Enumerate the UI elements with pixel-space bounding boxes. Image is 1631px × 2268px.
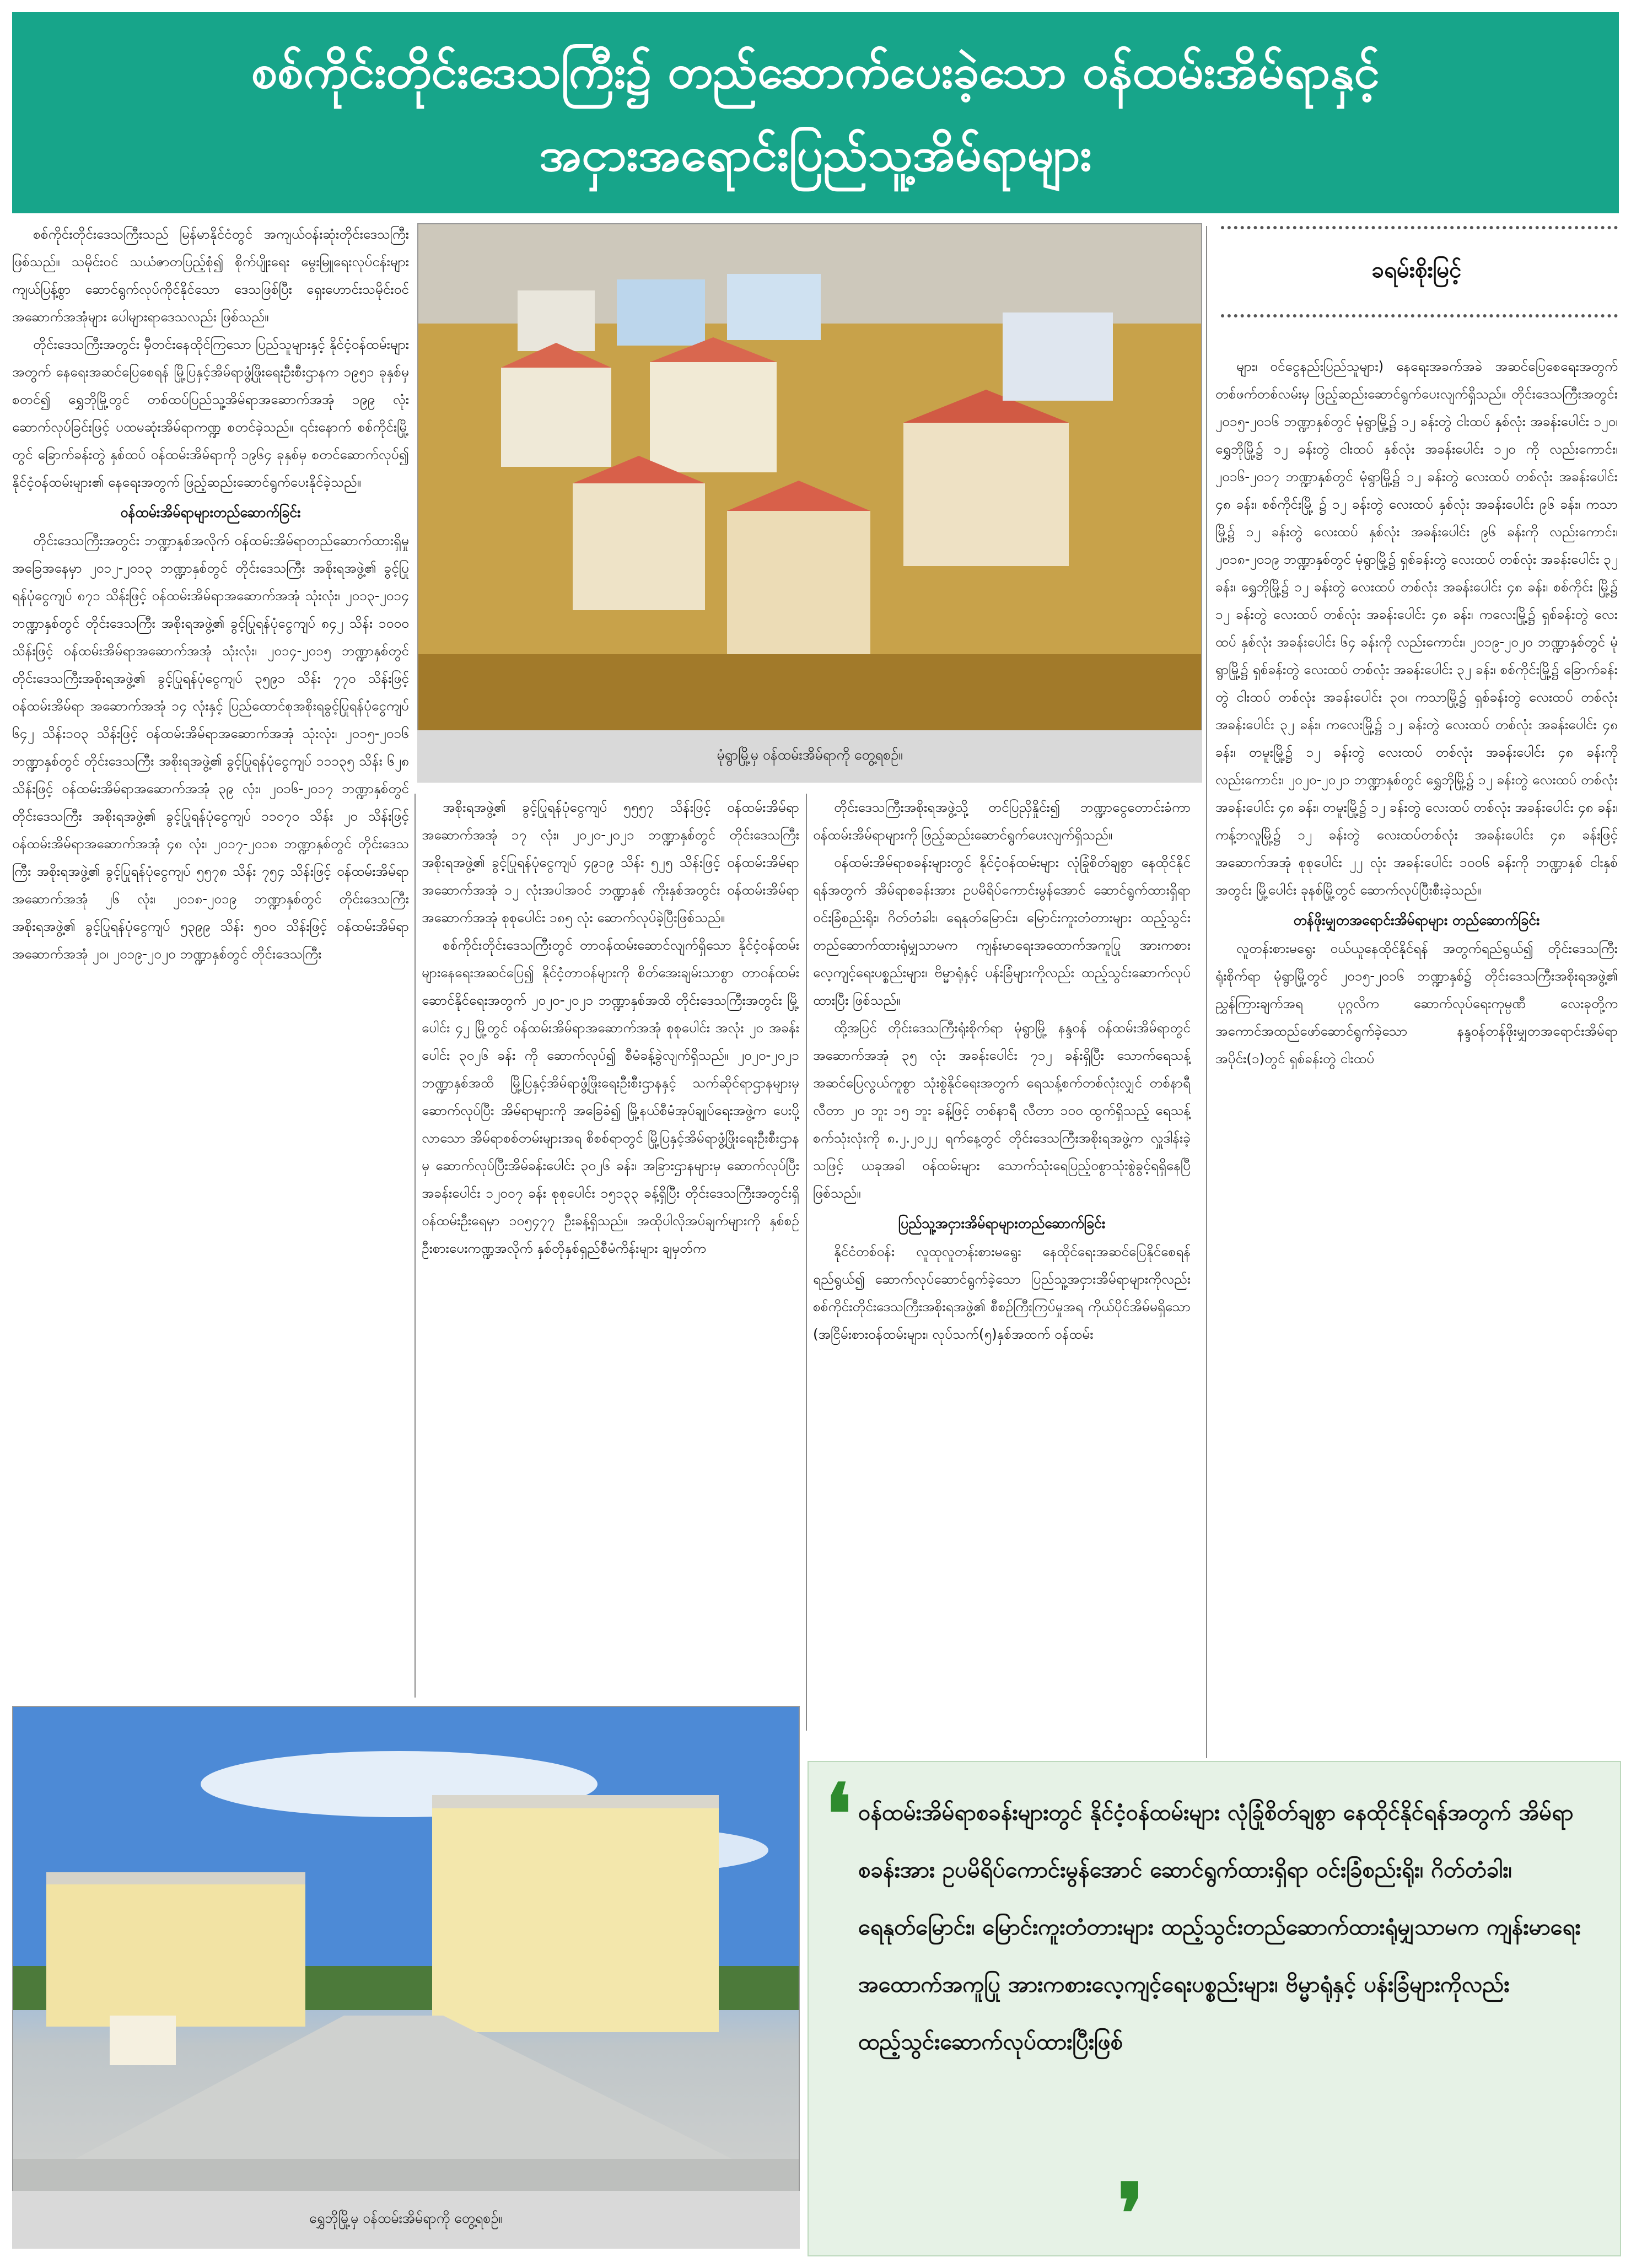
article-column-3 [813, 794, 1191, 1742]
pull-quote-text: ဝန်ထမ်းအိမ်ရာစခန်းများတွင် နိုင်ငံ့ဝန်ထမ်းများ လုံခြုံစိတ်ချစွာ နေထိုင်နိုင်ရန်အတွက် အိမ်ရာစခန်းအား ဥပမိရိပ်ကောင်းမွန်အောင် ဆောင်ရွက်ထားရှိရာ ဝင်းခြံစည်းရိုး၊ ဂိတ်တံခါး၊ ရေနုတ်မြောင်း၊ မြောင်းကူးတံတားများ ထည့်သွင်းတည်ဆောက်ထားရုံမျှသာမက ကျန်းမာရေးအထောက်အကူပြု အားကစားလေ့ကျင့်ရေးပစ္စည်းများ၊ ဗိမ္မာရုံနှင့် ပန်းခြံများကိုလည်း ထည့်သွင်းဆောက်လုပ်ထားပြီးဖြစ် [858, 1800, 1581, 2055]
paragraph: စစ်ကိုင်းတိုင်းဒေသကြီးတွင် တာဝန်ထမ်းဆောင်လျက်ရှိသော နိုင်ငံ့ဝန်ထမ်းများနေရေးအဆင်ပြေ၍ နိုင်ငံ့တာဝန်များကို စိတ်အေးချမ်းသာစွာ တာဝန်ထမ်းဆောင်နိုင်ရေးအတွက် ၂၀၂၀-၂၀၂၁ ဘဏ္ဍာနှစ်အထိ တိုင်းဒေသကြီးအတွင်း မြို့ပေါင်း ၄၂ မြို့တွင် ဝန်ထမ်းအိမ်ရာအဆောက်အအုံ စုစုပေါင်း အလုံး ၂၀ အခန်းပေါင်း ၃၀၂၆ ခန်း ကို ဆောက်လုပ်၍ စီမံခန့်ခွဲလျက်ရှိသည်။ ၂၀၂၀-၂၀၂၁ ဘဏ္ဍာနှစ်အထိ မြို့ပြနှင့်အိမ်ရာဖွံ့ဖြိုးရေးဦးစီးဌာနနှင့် သက်ဆိုင်ရာဌာနများမှ ဆောက်လုပ်ပြီး အိမ်ရာများကို အခြေခံ၍ မြို့နယ်စီမံအုပ်ချုပ်ရေးအဖွဲ့က ပေးပို့လာသော အိမ်ရာစစ်တမ်းများအရ စိစစ်ရာတွင် မြို့ပြနှင့်အိမ်ရာဖွံ့ဖြိုးရေးဦးစီးဌာနမှ ဆောက်လုပ်ပြီးအိမ်ခန်းပေါင်း ၃၀၂၆ ခန်း၊ အခြားဌာနများမှ ဆောက်လုပ်ပြီးအခန်းပေါင်း ၁၂၀၀၇ ခန်း စုစုပေါင်း ၁၅၁၃၃ ခန့်ရှိပြီး တိုင်းဒေသကြီးအတွင်းရှိ ဝန်ထမ်းဦးရေမှာ ၁၀၅၄၇၇ ဦးခန့်ရှိသည်။ အထိုပါလိုအပ်ချက်များကို နှစ်စဉ် ဦးစားပေးကဏ္ဍအလိုက် နှစ်တိုနှစ်ရှည်စီမံကိန်းများ ချမှတ်က [422, 937, 799, 1256]
article-column-2 [422, 794, 799, 1709]
close-quote-icon: ❜ [1117, 2165, 1144, 2262]
author-separator [1221, 226, 1618, 246]
photo-shwebo-housing [12, 1706, 800, 2193]
paragraph: နိုင်ငံတစ်ဝန်း လူထုလူတန်းစားမရွေး နေထိုင်ရေးအဆင်ပြေနိုင်စေရန် ရည်ရွယ်၍ ဆောက်လုပ်ဆောင်ရွက်ခဲ့သော ပြည်သူ့အငှားအိမ်ရာများကိုလည်း စစ်ကိုင်းတိုင်းဒေသကြီးအစိုးရအဖွဲ့၏ စီစဉ်ကြီးကြပ်မှုအရ ကိုယ်ပိုင်အိမ်မရှိသော (အငြိမ်းစားဝန်ထမ်းများ၊ လုပ်သက်(၅)နှစ်အထက် ဝန်ထမ်း [813, 1243, 1191, 1342]
paragraph: တိုင်းဒေသကြီးအတွင်း မှီတင်းနေထိုင်ကြသော ပြည်သူများနှင့် နိုင်ငံ့ဝန်ထမ်းများအတွက် နေရေးအဆင်ပြေစေရန် မြို့ပြနှင့်အိမ်ရာဖွံ့ဖြိုးရေးဦးစီးဌာနက ၁၉၅၁ ခုနှစ်မှစတင်၍ ရွှေဘိုမြို့တွင် တစ်ထပ်ပြည်သူ့အိမ်ရာအဆောက်အအုံ ၁၉၉ လုံး ဆောက်လုပ်ခြင်းဖြင့် ပထမဆုံးအိမ်ရာကဏ္ဍ စတင်ခဲ့သည်။ ၎င်းနောက် စစ်ကိုင်းမြို့တွင် ခြောက်ခန်းတွဲ နှစ်ထပ် ဝန်ထမ်းအိမ်ရာကို ၁၉၆၄ ခုနှစ်မှ စတင်ဆောက်လုပ်၍ နိုင်ငံ့ဝန်ထမ်းများ၏ နေရေးအတွက် ဖြည့်ဆည်းဆောင်ရွက်ပေးနိုင်ခဲ့သည်။ [12, 336, 409, 490]
author-separator [1221, 314, 1618, 317]
headline-line-1: စစ်ကိုင်းတိုင်းဒေသကြီး၌ တည်ဆောက်ပေးခဲ့သော ဝန်ထမ်းအိမ်ရာနှင့် [251, 44, 1380, 99]
section-heading: ပြည်သူ့အငှားအိမ်ရာများတည်ဆောက်ခြင်း [898, 1215, 1106, 1231]
column-divider [1206, 226, 1207, 1758]
photo-monywa-housing [417, 223, 1202, 732]
photo-caption: မုံရွာမြို့မှ ဝန်ထမ်းအိမ်ရာကို တွေ့ရစဉ်။ [417, 730, 1202, 783]
headline-banner [12, 12, 1619, 213]
article-column-4 [1215, 353, 1618, 1769]
headline-line-2: အငှားအရောင်းပြည်သူ့အိမ်ရာများ [539, 127, 1092, 181]
section-heading: ဝန်ထမ်းအိမ်ရာများတည်ဆောက်ခြင်း [120, 504, 301, 520]
paragraph: ထို့အပြင် တိုင်းဒေသကြီးရုံးစိုက်ရာ မုံရွာမြို့ နန္ဒဝန် ဝန်ထမ်းအိမ်ရာတွင် အဆောက်အအုံ ၃၅ လုံး အခန်းပေါင်း ၇၁၂ ခန်းရှိပြီး သောက်ရေသန့် အဆင်ပြေလွယ်ကူစွာ သုံးစွဲနိုင်ရေးအတွက် ရေသန့်စက်တစ်လုံးလျှင် တစ်နာရီ လီတာ ၂၀ ဘူး ၁၅ ဘူး ခန့်ဖြင့် တစ်နာရီ လီတာ ၁၀၀ ထွက်ရှိသည့် ရေသန့်စက်သုံးလုံးကို ၈.၂.၂၀၂၂ ရက်နေ့တွင် တိုင်းဒေသကြီးအစိုးရအဖွဲ့က လှူဒါန်းခဲ့သဖြင့် ယခုအခါ ဝန်ထမ်းများ သောက်သုံးရေပြည့်ဝစွာသုံးစွဲခွင့်ရရှိနေပြီဖြစ်သည်။ [813, 1020, 1191, 1201]
housing-buildings-illustration [418, 224, 1201, 731]
article-column-1 [12, 220, 409, 1709]
apartment-buildings-illustration [13, 1707, 799, 2192]
photo-caption: ရွှေဘိုမြို့မှ ဝန်ထမ်းအိမ်ရာကို တွေ့ရစဉ်။ [12, 2191, 800, 2249]
paragraph: များ၊ ဝင်ငွေနည်းပြည်သူများ) နေရေးအခက်အခဲ အဆင်ပြေစေရေးအတွက် တစ်ဖက်တစ်လမ်းမှ ဖြည့်ဆည်းဆောင်ရွက်ပေးလျက်ရှိသည်။ တိုင်းဒေသကြီးအတွင်း ၂၀၁၅-၂၀၁၆ ဘဏ္ဍာနှစ်တွင် မုံရွာမြို့၌ ၁၂ ခန်းတွဲ ငါးထပ် နှစ်လုံး အခန်းပေါင်း ၁၂၀၊ ရွှေဘိုမြို့၌ ၁၂ ခန်းတွဲ ငါးထပ် နှစ်လုံး အခန်းပေါင်း ၁၂၀ ကို လည်းကောင်း၊ ၂၀၁၆-၂၀၁၇ ဘဏ္ဍာနှစ်တွင် မုံရွာမြို့၌ ၁၂ ခန်းတွဲ လေးထပ် တစ်လုံး အခန်းပေါင်း ၄၈ ခန်း၊ စစ်ကိုင်းမြို့ ၌ ၁၂ ခန်းတွဲ လေးထပ် နှစ်လုံး အခန်းပေါင်း ၉၆ ခန်း၊ ကသာမြို့၌ ၁၂ ခန်းတွဲ လေးထပ် နှစ်လုံး အခန်းပေါင်း ၉၆ ခန်းကို လည်းကောင်း၊ ၂၀၁၈-၂၀၁၉ ဘဏ္ဍာနှစ်တွင် မုံရွာမြို့၌ ရှစ်ခန်းတွဲ လေးထပ် တစ်လုံး အခန်းပေါင်း ၃၂ ခန်း၊ ရွှေဘိုမြို့၌ ၁၂ ခန်းတွဲ လေးထပ် တစ်လုံး အခန်းပေါင်း ၄၈ ခန်း၊ စစ်ကိုင်း မြို့၌ ၁၂ ခန်းတွဲ လေးထပ် တစ်လုံး အခန်းပေါင်း ၄၈ ခန်း၊ ကလေးမြို့၌ ရှစ်ခန်းတွဲ လေးထပ် နှစ်လုံး အခန်းပေါင်း ၆၄ ခန်းကို လည်းကောင်း၊ ၂၀၁၉-၂၀၂၀ ဘဏ္ဍာနှစ်တွင် မုံရွာမြို့၌ ရှစ်ခန်းတွဲ လေးထပ် တစ်လုံး အခန်းပေါင်း ၃၂ ခန်း၊ စစ်ကိုင်းမြို့၌ ခြောက်ခန်းတွဲ ငါးထပ် တစ်လုံး အခန်းပေါင်း ၃၀၊ ကသာမြို့၌ ရှစ်ခန်းတွဲ လေးထပ် တစ်လုံး အခန်းပေါင်း ၃၂ ခန်း၊ ကလေးမြို့၌ ၁၂ ခန်းတွဲ လေးထပ် တစ်လုံး အခန်းပေါင်း ၄၈ ခန်း၊ တမူးမြို့၌ ၁၂ ခန်းတွဲ လေးထပ် တစ်လုံး အခန်းပေါင်း ၄၈ ခန်းကို လည်းကောင်း၊ ၂၀၂၀-၂၀၂၁ ဘဏ္ဍာနှစ်တွင် ရွှေဘိုမြို့၌ ၁၂ ခန်းတွဲ လေးထပ် တစ်လုံး အခန်းပေါင်း ၄၈ ခန်း၊ တမူးမြို့၌ ၁၂ ခန်းတွဲ လေးထပ် တစ်လုံး အခန်းပေါင်း ၄၈ ခန်း၊ ကန့်ဘလူမြို့၌ ၁၂ ခန်းတွဲ လေးထပ်တစ်လုံး အခန်းပေါင်း ၄၈ ခန်းဖြင့် အဆောက်အအုံ စုစုပေါင်း ၂၂ လုံး အခန်းပေါင်း ၁၀၀၆ ခန်းကို ဘဏ္ဍာနှစ် ငါးနှစ်အတွင်း မြို့ပေါင်း ခုနစ်မြို့တွင် ဆောက်လုပ်ပြီးစီးခဲ့သည်။ [1215, 358, 1618, 898]
paragraph: အစိုးရအဖွဲ့၏ ခွင့်ပြုရန်ပုံငွေကျပ် ၅၅၅၇ သိန်းဖြင့် ဝန်ထမ်းအိမ်ရာအဆောက်အအုံ ၁၇ လုံး၊ ၂၀၂၀-၂၀၂၁ ဘဏ္ဍာနှစ်တွင် တိုင်းဒေသကြီးအစိုးရအဖွဲ့၏ ခွင့်ပြုရန်ပုံငွေကျပ် ၄၉၁၉ သိန်း ၅၂၅ သိန်းဖြင့် ဝန်ထမ်းအိမ်ရာ အဆောက်အအုံ ၁၂ လုံးအပါအဝင် ဘဏ္ဍာနှစ် ကိုးနှစ်အတွင်း ဝန်ထမ်းအိမ်ရာ အဆောက်အအုံ စုစုပေါင်း ၁၈၅ လုံး ဆောက်လုပ်ခဲ့ပြီးဖြစ်သည်။ [422, 799, 799, 925]
paragraph: စစ်ကိုင်းတိုင်းဒေသကြီးသည် မြန်မာနိုင်ငံတွင် အကျယ်ဝန်းဆုံးတိုင်းဒေသကြီးဖြစ်သည်။ သမိုင်းဝင် သယံဇာတပြည့်စုံ၍ စိုက်ပျိုးရေး မွေးမြူရေးလုပ်ငန်းများ ကျယ်ပြန့်စွာ ဆောင်ရွက်လုပ်ကိုင်နိုင်သော ဒေသဖြစ်ပြီး ရှေးဟောင်းသမိုင်းဝင်အဆောက်အအုံများ ပေါများရာဒေသလည်း ဖြစ်သည်။ [12, 226, 409, 325]
paragraph: တိုင်းဒေသကြီးအတွင်း ဘဏ္ဍာနှစ်အလိုက် ဝန်ထမ်းအိမ်ရာတည်ဆောက်ထားရှိမှု အခြေအနေမှာ ၂၀၁၂-၂၀၁၃ ဘဏ္ဍာနှစ်တွင် တိုင်းဒေသကြီး အစိုးရအဖွဲ့၏ ခွင့်ပြုရန်ပုံငွေကျပ် ၈၇၁ သိန်းဖြင့် ဝန်ထမ်းအိမ်ရာအဆောက်အအုံ သုံးလုံး၊ ၂၀၁၃-၂၀၁၄ ဘဏ္ဍာနှစ်တွင် တိုင်းဒေသကြီး အစိုးရအဖွဲ့၏ ခွင့်ပြုရန်ပုံငွေကျပ် ၈၄၂ သိန်း ၁၀၀၀ သိန်းဖြင့် ဝန်ထမ်းအိမ်ရာအဆောက်အအုံ သုံးလုံး၊ ၂၀၁၄-၂၀၁၅ ဘဏ္ဍာနှစ်တွင် တိုင်းဒေသကြီးအစိုးရအဖွဲ့၏ ခွင့်ပြုရန်ပုံငွေကျပ် ၃၅၉၁ သိန်း ၇၇၀ သိန်းဖြင့် ဝန်ထမ်းအိမ်ရာ အဆောက်အအုံ ၁၄ လုံးနှင့် ပြည်ထောင်စုအစိုးရခွင့်ပြုရန်ပုံငွေကျပ် ၆၄၂ သိန်း၁၀၃ သိန်းဖြင့် ဝန်ထမ်းအိမ်ရာအဆောက်အအုံ သုံးလုံး၊ ၂၀၁၅-၂၀၁၆ ဘဏ္ဍာနှစ်တွင် တိုင်းဒေသကြီး အစိုးရအဖွဲ့၏ ခွင့်ပြုရန်ပုံငွေကျပ် ၁၁၁၃၅ သိန်း ၆၂၈ သိန်းဖြင့် ဝန်ထမ်းအိမ်ရာအဆောက်အအုံ ၃၉ လုံး၊ ၂၀၁၆-၂၀၁၇ ဘဏ္ဍာနှစ်တွင် တိုင်းဒေသကြီး အစိုးရအဖွဲ့၏ ခွင့်ပြုရန်ပုံငွေကျပ် ၁၁၀၇၀ သိန်း ၂၀ သိန်းဖြင့် ဝန်ထမ်းအိမ်ရာအဆောက်အအုံ ၄၈ လုံး၊ ၂၀၁၇-၂၀၁၈ ဘဏ္ဍာနှစ်တွင် တိုင်းဒေသကြီး အစိုးရအဖွဲ့၏ ခွင့်ပြုရန်ပုံငွေကျပ် ၅၅၇၈ သိန်း ၇၅၄ သိန်းဖြင့် ဝန်ထမ်းအိမ်ရာ အဆောက်အအုံ ၂၆ လုံး၊ ၂၀၁၈-၂၀၁၉ ဘဏ္ဍာနှစ်တွင် တိုင်းဒေသကြီး အစိုးရအဖွဲ့၏ ခွင့်ပြုရန်ပုံငွေကျပ် ၅၃၉၉ သိန်း ၅၀၀ သိန်းဖြင့် ဝန်ထမ်းအိမ်ရာ အဆောက်အအုံ ၂၀၊ ၂၀၁၉-၂၀၂၀ ဘဏ္ဍာနှစ်တွင် တိုင်းဒေသကြီး [12, 532, 409, 962]
pull-quote-box [808, 1761, 1621, 2262]
author-byline: ခရမ်းစိုးမြင့် [1371, 257, 1462, 283]
paragraph: လူတန်းစားမရွေး ဝယ်ယူနေထိုင်နိုင်ရန် အတွက်ရည်ရွယ်၍ တိုင်းဒေသကြီးရုံးစိုက်ရာ မုံရွာမြို့တွင် ၂၀၁၅-၂၀၁၆ ဘဏ္ဍာနှစ်၌ တိုင်းဒေသကြီးအစိုးရအဖွဲ့၏ ညွှန်ကြားချက်အရ ပုဂ္ဂလိက ဆောက်လုပ်ရေးကုမ္ပဏီ လေးခုတို့က အကောင်အထည်ဖော်ဆောင်ရွက်ခဲ့သော နန္ဒဝန်တန်ဖိုးမျှတအရောင်းအိမ်ရာ အပိုင်း(၁)တွင် ရှစ်ခန်းတွဲ ငါးထပ် [1215, 940, 1618, 1066]
open-quote-icon: ❛ [825, 1766, 852, 1863]
column-divider [806, 794, 807, 1731]
paragraph: ဝန်ထမ်းအိမ်ရာစခန်းများတွင် နိုင်ငံ့ဝန်ထမ်းများ လုံခြုံစိတ်ချစွာ နေထိုင်နိုင်ရန်အတွက် အိမ်ရာစခန်းအား ဥပမိရိပ်ကောင်းမွန်အောင် ဆောင်ရွက်ထားရှိရာ ဝင်းခြံစည်းရိုး၊ ဂိတ်တံခါး၊ ရေနုတ်မြောင်း၊ မြောင်းကူးတံတားများ ထည့်သွင်းတည်ဆောက်ထားရုံမျှသာမက ကျန်းမာရေးအထောက်အကူပြု အားကစားလေ့ကျင့်ရေးပစ္စည်းများ၊ ဗိမ္မာရုံနှင့် ပန်းခြံများကိုလည်း ထည့်သွင်းဆောက်လုပ်ထားပြီး ဖြစ်သည်။ [813, 854, 1191, 1008]
column-divider [415, 794, 416, 1698]
paragraph: တိုင်းဒေသကြီးအစိုးရအဖွဲ့သို့ တင်ပြညှိနှိုင်း၍ ဘဏ္ဍာငွေတောင်းခံကာ ဝန်ထမ်းအိမ်ရာများကို ဖြည့်ဆည်းဆောင်ရွက်ပေးလျက်ရှိသည်။ [813, 799, 1191, 843]
section-heading: တန်ဖိုးမျှတအရောင်းအိမ်ရာများ တည်ဆောက်ခြင်း [1293, 912, 1540, 928]
